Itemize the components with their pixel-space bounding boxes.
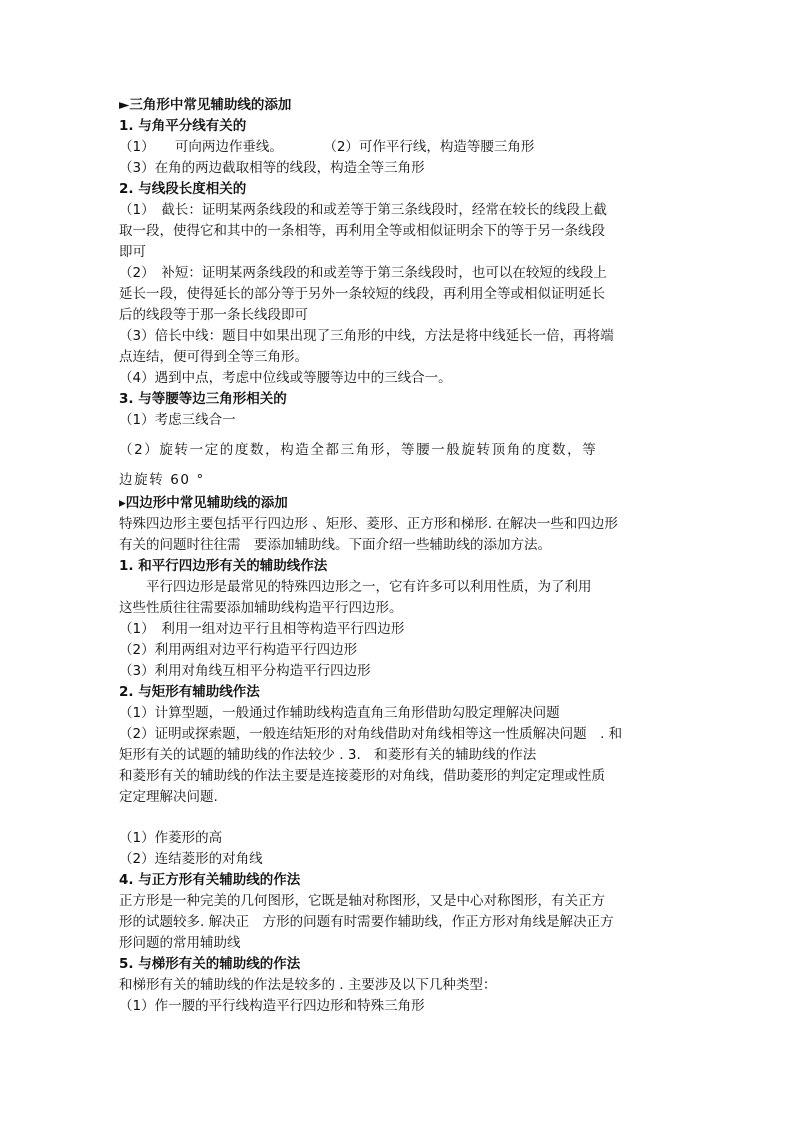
paragraph-line: （2） 补短：证明某两条线段的和或差等于第三条线段时，也可以在较短的线段上 xyxy=(119,265,607,281)
paragraph-line: （2）证明或探索题，一般连结矩形的对角线借助对角线相等这一性质解决问题 . 和 xyxy=(119,726,623,742)
paragraph-line: （1）计算型题，一般通过作辅助线构造直角三角形借助勾股定理解决问题 xyxy=(119,705,560,721)
paragraph-line: （2）连结菱形的对角线 xyxy=(119,851,263,867)
paragraph-line: （3）利用对角线互相平分构造平行四边形 xyxy=(119,663,371,679)
subheading-angle-bisector: 1. 与角平分线有关的 xyxy=(119,118,247,134)
paragraph-line: 矩形有关的试题的辅助线的作法较少 . 3. 和菱形有关的辅助线的作法 xyxy=(119,747,537,763)
subheading-rectangle: 2. 与矩形有辅助线作法 xyxy=(119,684,260,700)
section-heading-triangle: ►三角形中常见辅助线的添加 xyxy=(119,97,292,113)
subheading-parallelogram: 1. 和平行四边形有关的辅助线作法 xyxy=(119,558,328,574)
paragraph-line: （2）利用两组对边平行构造平行四边形 xyxy=(119,642,358,658)
paragraph-line: 边旋转 60 ° xyxy=(119,472,205,488)
subheading-trapezoid: 5. 与梯形有关的辅助线的作法 xyxy=(119,956,301,972)
paragraph-line: 正方形是一种完美的几何图形，它既是轴对称图形，又是中心对称图形，有关正方 xyxy=(119,893,605,909)
paragraph-line: 有关的问题时往往需 要添加辅助线。下面介绍一些辅助线的添加方法。 xyxy=(119,537,551,553)
paragraph-line: 取一段，使得它和其中的一条相等，再利用全等或相似证明余下的等于另一条线段 xyxy=(119,223,605,239)
paragraph-line: 后的线段等于那一条长线段即可 xyxy=(119,307,308,323)
paragraph-line: 形问题的常用辅助线 xyxy=(119,935,241,951)
paragraph-line: 和菱形有关的辅助线的作法主要是连接菱形的对角线，借助菱形的判定定理或性质 xyxy=(119,768,605,784)
subheading-isosceles: 3. 与等腰等边三角形相关的 xyxy=(119,391,287,407)
paragraph-line: 点连结，便可得到全等三角形。 xyxy=(119,349,308,365)
paragraph-line: （3）倍长中线：题目中如果出现了三角形的中线，方法是将中线延长一倍，再将端 xyxy=(119,328,614,344)
paragraph-line: 形的试题较多. 解决正 方形的问题有时需要作辅助线，作正方形对角线是解决正方 xyxy=(119,914,614,930)
paragraph-line: 平行四边形是最常见的特殊四边形之一，它有许多可以利用性质，为了利用 xyxy=(119,579,592,595)
subheading-segment-length: 2. 与线段长度相关的 xyxy=(119,181,247,197)
paragraph-line: （1）作菱形的高 xyxy=(119,830,223,846)
paragraph-line: （1） 可向两边作垂线。 （2）可作平行线，构造等腰三角形 xyxy=(119,139,535,155)
paragraph-line: 和梯形有关的辅助线的作法是较多的 . 主要涉及以下几种类型： xyxy=(119,977,497,993)
paragraph-line: 延长一段，使得延长的部分等于另外一条较短的线段，再利用全等或相似证明延长 xyxy=(119,286,605,302)
paragraph-line: （1）考虑三线合一 xyxy=(119,412,236,428)
paragraph-line: 即可 xyxy=(119,244,146,260)
subheading-square: 4. 与正方形有关辅助线的作法 xyxy=(119,872,301,888)
paragraph-line: （1） 截长：证明某两条线段的和或差等于第三条线段时，经常在较长的线段上截 xyxy=(119,202,607,218)
paragraph-line: （1）作一腰的平行线构造平行四边形和特殊三角形 xyxy=(119,998,425,1014)
paragraph-line: （3）在角的两边截取相等的线段，构造全等三角形 xyxy=(119,160,425,176)
paragraph-line: （2）旋转一定的度数，构造全都三角形，等腰一般旋转顶角的度数，等 xyxy=(119,442,598,458)
paragraph-line: 定定理解决问题. xyxy=(119,789,218,805)
paragraph-line: （4）遇到中点，考虑中位线或等腰等边中的三线合一。 xyxy=(119,370,452,386)
paragraph-line: 特殊四边形主要包括平行四边形 、矩形、菱形、正方形和梯形. 在解决一些和四边形 xyxy=(119,516,618,532)
section-heading-quadrilateral: ▸四边形中常见辅助线的添加 xyxy=(119,495,288,511)
paragraph-line: （1） 利用一组对边平行且相等构造平行四边形 xyxy=(119,621,405,637)
paragraph-line: 这些性质往往需要添加辅助线构造平行四边形。 xyxy=(119,600,403,616)
